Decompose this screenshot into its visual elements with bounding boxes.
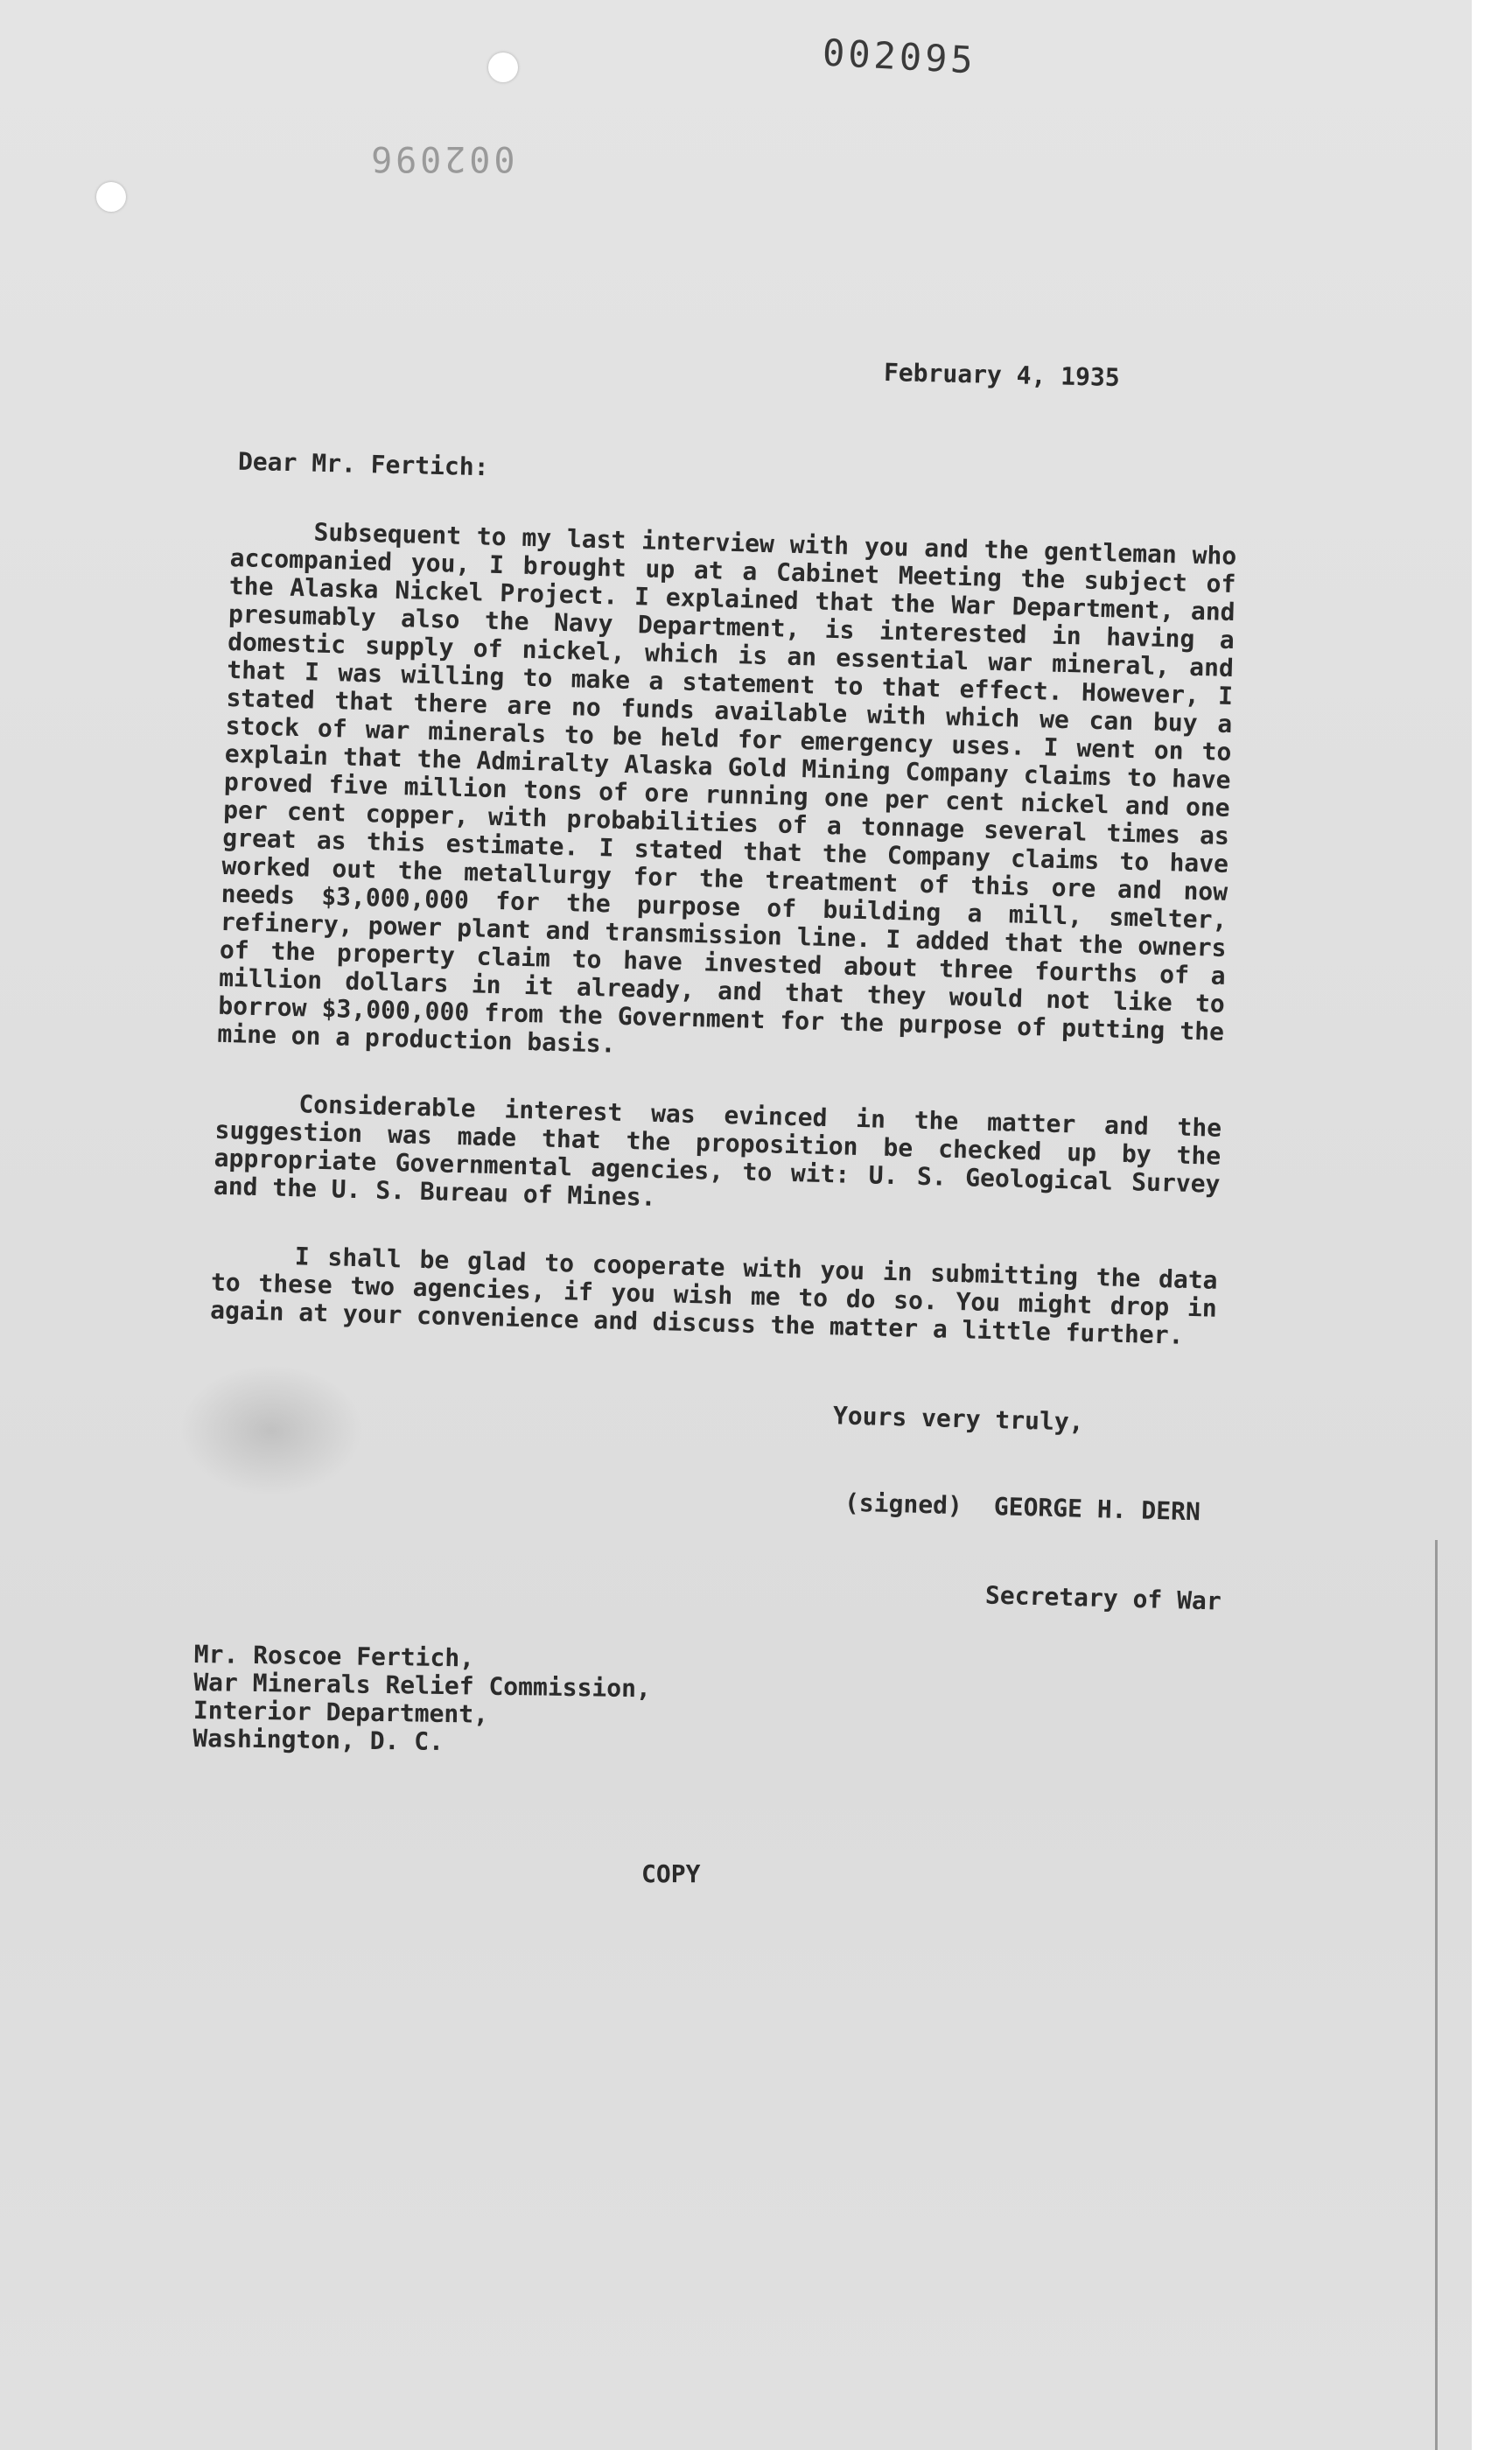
- signer-name: GEORGE H. DERN: [993, 1492, 1201, 1527]
- body-paragraph: Subsequent to my last interview with you and the gentleman who accompanied you, I brought up at a Cabinet Meeting the subject of the Alaska Nickel Project. I explained that the War Department, and presumably also the Navy Department, is interested in having a domestic supply of nickel, which is an essential war mineral, and that I was willing to make a statement to that effect. However, I stated that there are no funds available with which we can buy a stock of war minerals to be held for emergency uses. I went on to explain that the Admiralty Alaska Gold Mining Company claims to have proved five million tons of ore running one per cent nickel and one per cent copper, with probabilities of a tonnage several times as great as this estimate. I stated that the Company claims to have worked out the metallurgy for the treatment of this ore and now needs $3,000,000 for the purpose of building a mill, smelter, refinery, power plant and transmission line. I added that the owners of the property claim to have invested about three fourths of a million dollars in it already, and that they would not like to borrow $3,000,000 from the Government for the purpose of putting the mine on a production basis.: [217, 517, 1237, 1059]
- scan-margin: [1472, 0, 1512, 2450]
- faint-bleedthrough-stamp: 002096: [368, 138, 515, 178]
- signature-line: [844, 1488, 1201, 1527]
- letter-body: [209, 516, 1237, 1391]
- address-line: War Minerals Relief Commission,: [193, 1667, 652, 1704]
- salutation: Dear Mr. Fertich:: [237, 446, 489, 482]
- copy-mark: COPY: [641, 1859, 701, 1888]
- signed-label: (signed): [844, 1488, 963, 1521]
- ink-smudge: [179, 1365, 363, 1496]
- address-line: Washington, D. C.: [192, 1723, 444, 1756]
- signer-title: Secretary of War: [984, 1580, 1222, 1616]
- page-edge-shadow: [1435, 1540, 1438, 2450]
- letter-date: February 4, 1935: [883, 357, 1121, 393]
- document-number-stamp: 002095: [821, 31, 977, 82]
- body-paragraph: I shall be glad to cooperate with you in submitting the data to these two agencies, if you wish me to do so. You might drop in again at your convenience and discuss the matter a little further.: [209, 1242, 1218, 1350]
- recipient-address: [192, 1641, 651, 1759]
- punch-hole: [96, 182, 126, 212]
- body-paragraph: Considerable interest was evinced in the matter and the suggestion was made that the proposition be checked up by the appropriate Governmental agencies, to wit: U. S. Geological Survey and the U. S. Bureau of Mines.: [213, 1089, 1222, 1212]
- address-line: Interior Department,: [192, 1695, 489, 1729]
- address-line: Mr. Roscoe Fertich,: [193, 1640, 475, 1673]
- letter-closing: Yours very truly,: [832, 1401, 1084, 1437]
- punch-hole: [488, 52, 518, 82]
